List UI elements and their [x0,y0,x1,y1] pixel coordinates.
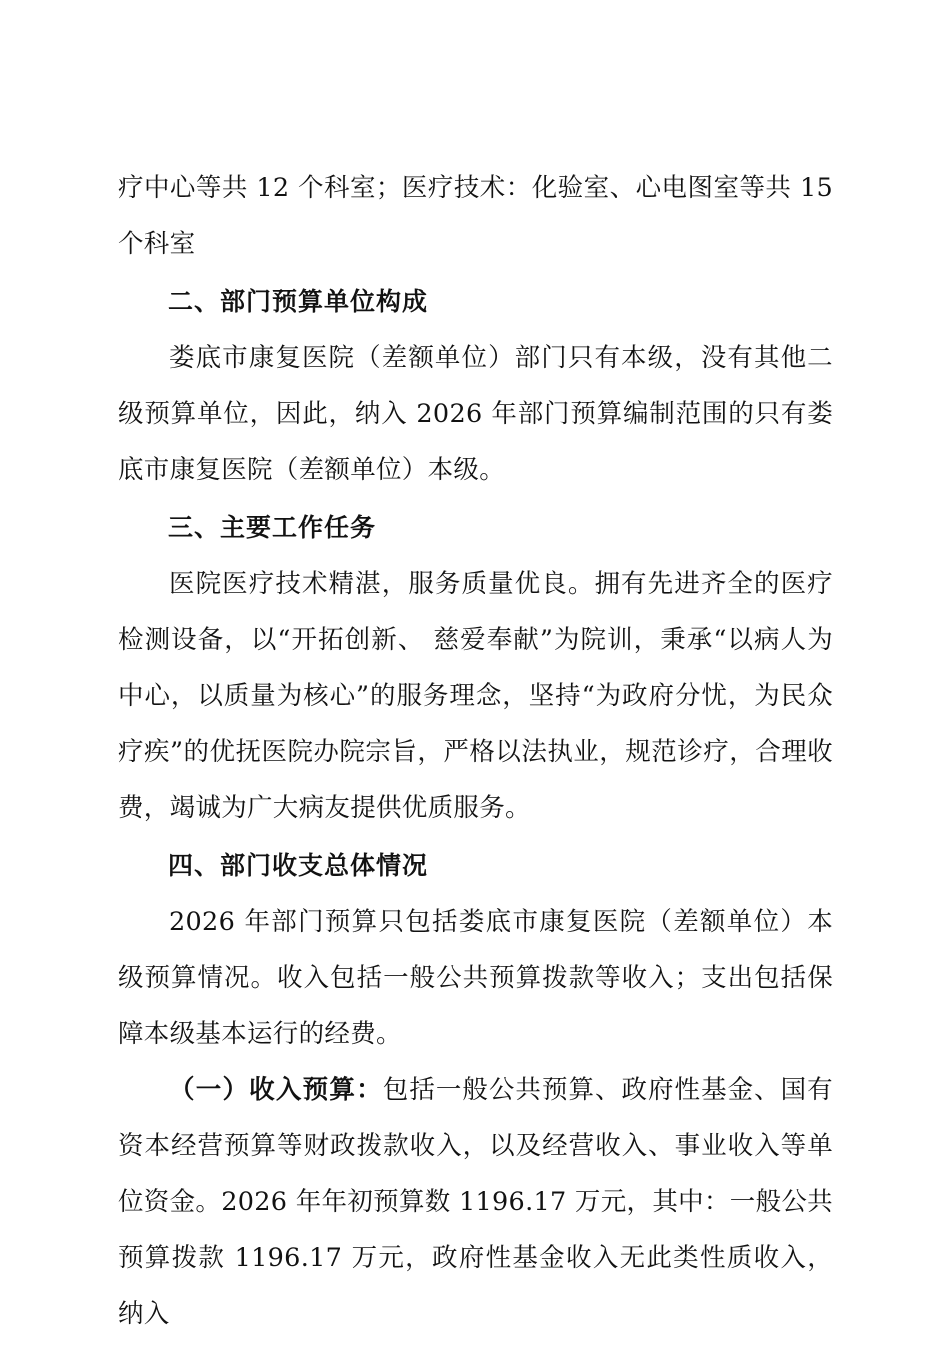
income-budget-lead-label: （一）收入预算： [169,1075,383,1105]
paragraph-unit-composition: 娄底市康复医院（差额单位）部门只有本级，没有其他二级预算单位，因此，纳入 2026 年部门预算编制范围的只有娄底市康复医院（差额单位）本级。 [118,343,833,485]
document-body [118,160,833,1342]
heading-section-three: 三、主要工作任务 [168,513,377,542]
heading-section-four: 四、部门收支总体情况 [168,851,429,880]
paragraph-income-budget [118,1062,833,1342]
heading-section-two: 二、部门预算单位构成 [168,287,429,316]
income-budget-text: 包括一般公共预算、政府性基金、国有资本经营预算等财政拨款收入，以及经营收入、事业收入等单位资金。2026 年年初预算数 1196.17 万元，其中：一般公共预算拨款 1196.17 万元，政府性基金收入无此类性质收入，纳入 [118,1075,833,1329]
paragraph-continued-departments: 疗中心等共 12 个科室；医疗技术：化验室、心电图室等共 15 个科室 [118,173,833,259]
paragraph-overall-revenue-expenditure: 2026 年部门预算只包括娄底市康复医院（差额单位）本级预算情况。收入包括一般公共预算拨款等收入；支出包括保障本级基本运行的经费。 [118,907,833,1049]
paragraph-main-tasks: 医院医疗技术精湛，服务质量优良。拥有先进齐全的医疗检测设备，以“开拓创新、 慈爱奉献”为院训，秉承“以病人为中心，以质量为核心”的服务理念，坚持“为政府分忧，为民众疗疾”的优抚医院办院宗旨，严格以法执业，规范诊疗，合理收费，竭诚为广大病友提供优质服务。 [118,569,833,823]
